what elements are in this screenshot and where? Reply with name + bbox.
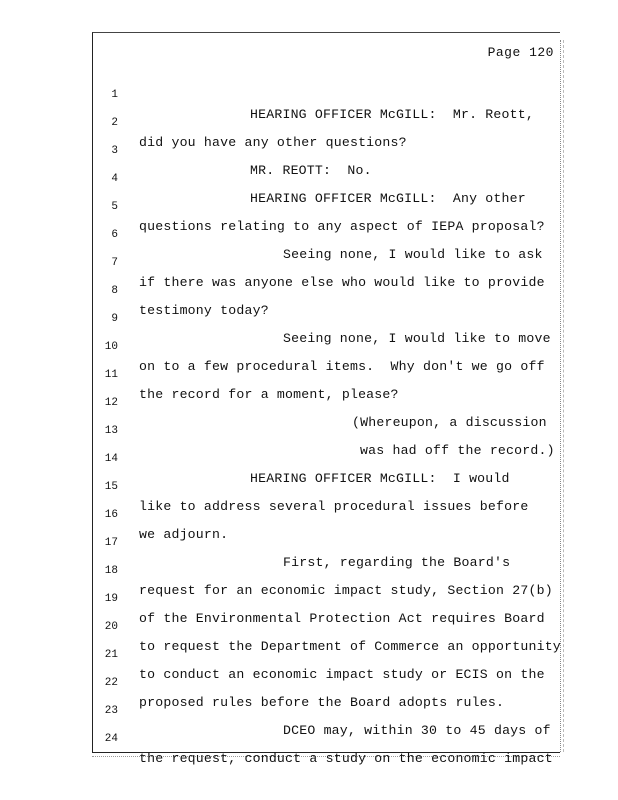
line-number: 19: [104, 593, 118, 605]
transcript-line: [0, 65, 618, 122]
line-text: we adjourn.: [139, 527, 229, 542]
line-number: 2: [111, 117, 118, 129]
line-number: 10: [104, 341, 118, 353]
line-number: 17: [104, 537, 118, 549]
line-text: on to a few procedural items. Why don't we go off: [139, 359, 545, 374]
line-number: 24: [104, 733, 118, 745]
line-text: Seeing none, I would like to ask: [283, 247, 543, 262]
line-text: First, regarding the Board's: [283, 555, 511, 570]
line-text: request for an economic impact study, Section 27(b): [139, 583, 553, 598]
line-text: did you have any other questions?: [139, 135, 407, 150]
line-number: 11: [104, 369, 118, 381]
line-number: 8: [111, 285, 118, 297]
right-margin-rule-secondary: [563, 40, 564, 752]
line-number: 16: [104, 509, 118, 521]
line-text: MR. REOTT: No.: [250, 163, 372, 178]
line-number: 1: [111, 89, 118, 101]
line-text: Seeing none, I would like to move: [283, 331, 551, 346]
line-text: HEARING OFFICER McGILL: Any other: [250, 191, 526, 206]
line-text: like to address several procedural issues before: [139, 499, 529, 514]
line-text: of the Environmental Protection Act requires Board: [139, 611, 545, 626]
line-number: 4: [111, 173, 118, 185]
line-number: 22: [104, 677, 118, 689]
line-number: 6: [111, 229, 118, 241]
line-text: DCEO may, within 30 to 45 days of: [283, 723, 551, 738]
line-text: to request the Department of Commerce an opportunity: [139, 639, 561, 654]
line-text: was had off the record.): [360, 443, 555, 458]
line-number: 15: [104, 481, 118, 493]
line-text: if there was anyone else who would like to provide: [139, 275, 545, 290]
line-number: 20: [104, 621, 118, 633]
line-number: 13: [104, 425, 118, 437]
line-text: to conduct an economic impact study or ECIS on the: [139, 667, 545, 682]
line-number: 18: [104, 565, 118, 577]
line-number: 5: [111, 201, 118, 213]
line-number: 9: [111, 313, 118, 325]
line-text: HEARING OFFICER McGILL: Mr. Reott,: [250, 107, 534, 122]
line-number: 14: [104, 453, 118, 465]
line-number: 12: [104, 397, 118, 409]
line-number: 23: [104, 705, 118, 717]
line-text: the record for a moment, please?: [139, 387, 399, 402]
line-text: the request, conduct a study on the economic impact: [139, 751, 553, 766]
line-text: (Whereupon, a discussion: [352, 415, 547, 430]
line-number: 21: [104, 649, 118, 661]
line-text: testimony today?: [139, 303, 269, 318]
line-text: questions relating to any aspect of IEPA proposal?: [139, 219, 545, 234]
line-text: proposed rules before the Board adopts rules.: [139, 695, 505, 710]
line-number: 3: [111, 145, 118, 157]
line-text: HEARING OFFICER McGILL: I would: [250, 471, 510, 486]
line-number: 7: [111, 257, 118, 269]
page-number: Page 120: [487, 45, 554, 60]
